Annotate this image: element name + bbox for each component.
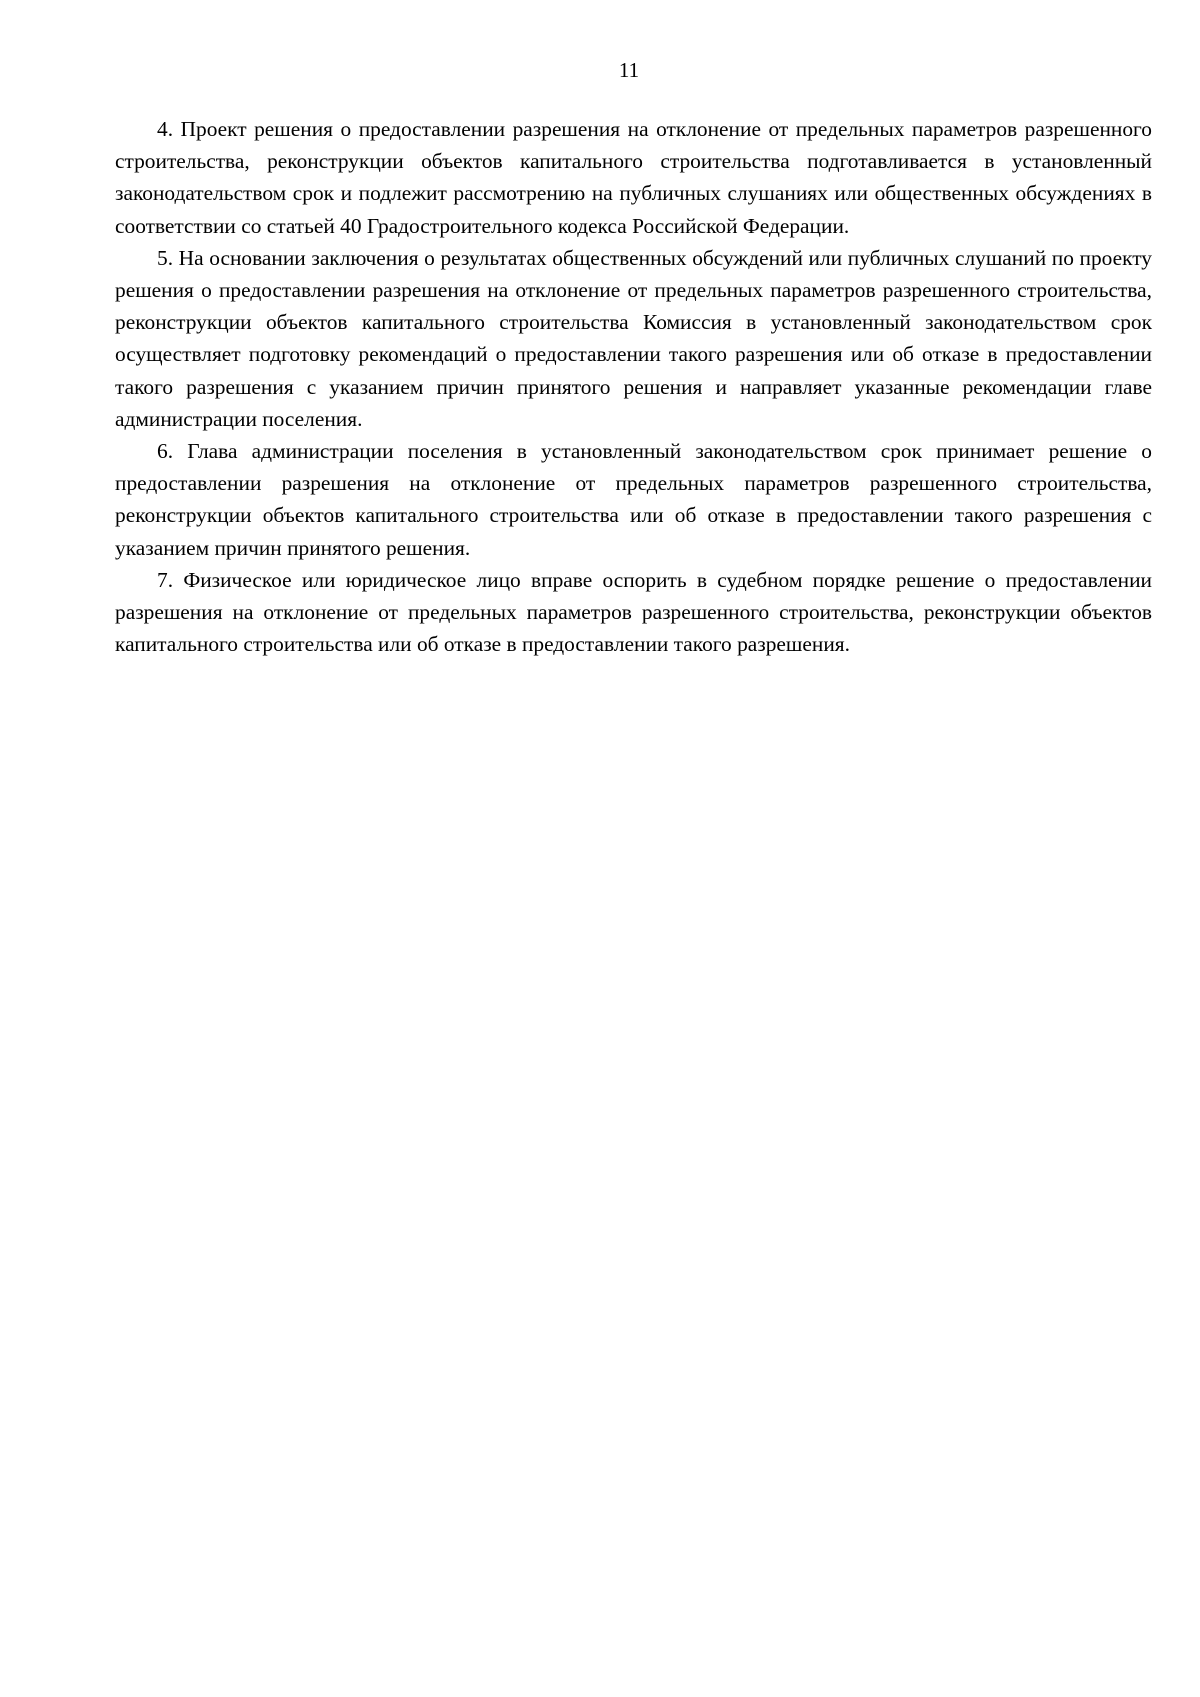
page-number: 11 — [618, 58, 640, 82]
paragraph-7: 7. Физическое или юридическое лицо вправе оспорить в судебном порядке решение о предоставлении разрешения на отклонение от предельных параметров разрешенного строительства, реконструкции объектов капитального строительства или об отказе в предоставлении такого разрешения. — [115, 567, 1152, 657]
document-body — [115, 113, 1152, 660]
paragraph-6: 6. Глава администрации поселения в установленный законодательством срок принимает решение о предоставлении разрешения на отклонение от предельных параметров разрешенного строительства, реконструкции объектов капитального строительства или об отказе в предоставлении такого разрешения с указанием причин принятого решения. — [115, 439, 1152, 560]
paragraph-4: 4. Проект решения о предоставлении разрешения на отклонение от предельных параметров разрешенного строительства, реконструкции объектов капитального строительства подготавливается в установленный законодательством срок и подлежит рассмотрению на публичных слушаниях или общественных обсуждениях в соответствии со статьей 40 Градостроительного кодекса Российской Федерации. — [115, 117, 1152, 238]
paragraph-5: 5. На основании заключения о результатах общественных обсуждений или публичных слушаний по проекту решения о предоставлении разрешения на отклонение от предельных параметров разрешенного строительства, реконструкции объектов капитального строительства Комиссия в установленный законодательством срок осуществляет подготовку рекомендаций о предоставлении такого разрешения или об отказе в предоставлении такого разрешения с указанием причин принятого решения и направляет указанные рекомендации главе администрации поселения. — [115, 245, 1152, 431]
